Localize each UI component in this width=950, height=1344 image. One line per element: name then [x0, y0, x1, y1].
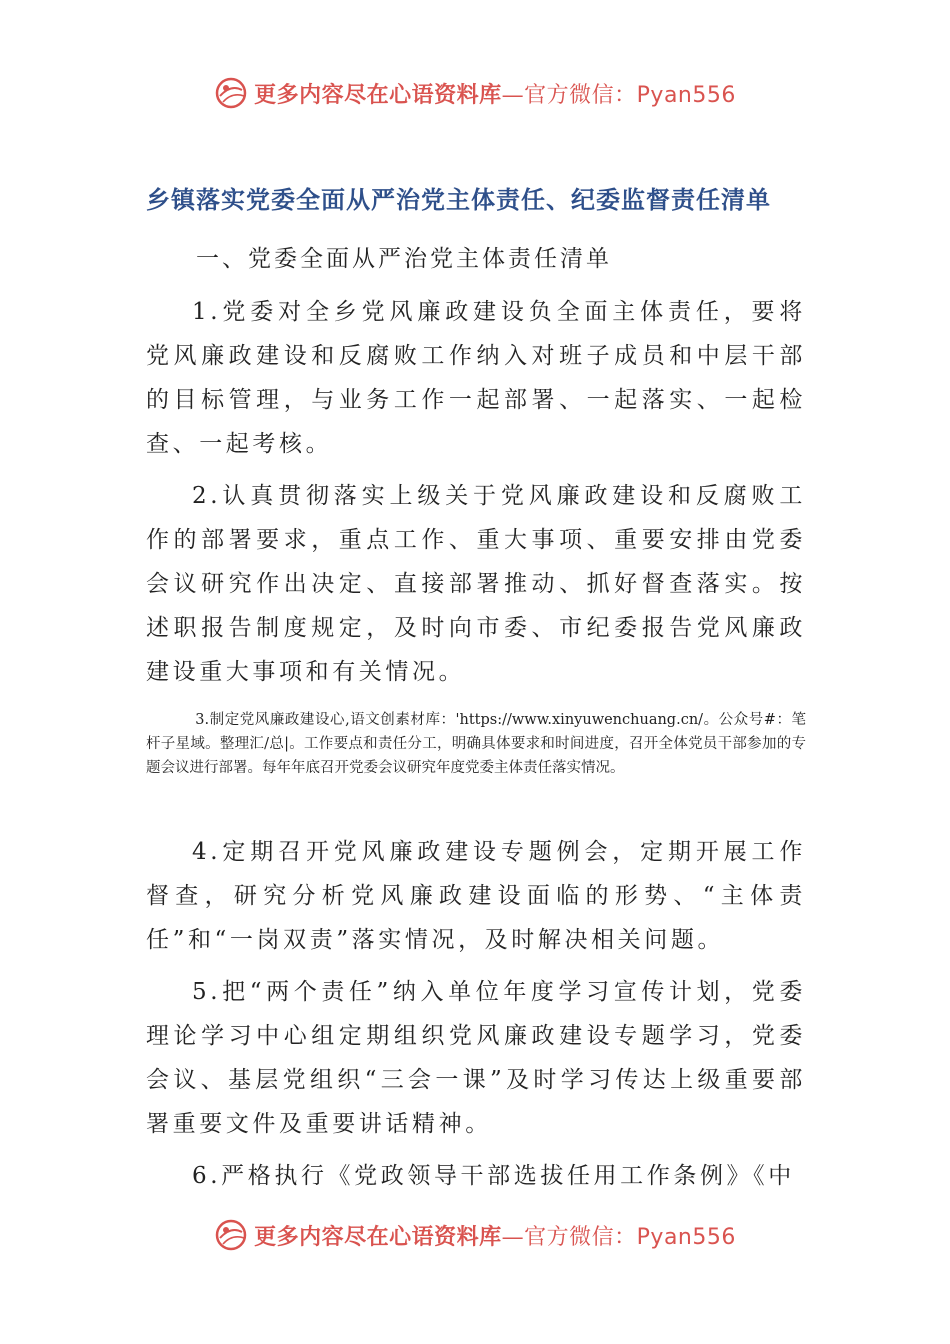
paragraph-4: 4.定期召开党风廉政建设专题例会，定期开展工作督查，研究分析党风廉政建设面临的形势、“主体责任”和“一岗双责”落实情况，及时解决相关问题。 [146, 839, 806, 953]
section-heading: 一、党委全面从严治党主体责任清单 [196, 246, 612, 272]
sphere-logo-icon [214, 76, 248, 110]
paragraph-6: 6.严格执行《党政领导干部选拔任用工作条例》《中 [192, 1163, 795, 1189]
paragraph-2: 2.认真贯彻落实上级关于党风廉政建设和反腐败工作的部署要求，重点工作、重大事项、重要安排由党委会议研究作出决定、直接部署推动、抓好督查落实。按述职报告制度规定，及时向市委、市纪委报告党风廉政建设重大事项和有关情况。 [146, 483, 806, 685]
sphere-logo-icon [214, 1218, 248, 1252]
banner-text: 更多内容尽在心语资料库—官方微信：Pyan556 [254, 81, 736, 108]
document-title: 乡镇落实党委全面从严治党主体责任、纪委监督责任清单 [146, 185, 771, 214]
paragraph-5: 5.把“两个责任”纳入单位年度学习宣传计划，党委理论学习中心组定期组织党风廉政建设专题学习，党委会议、基层党组织“三会一课”及时学习传达上级重要部署重要文件及重要讲话精神。 [146, 979, 806, 1137]
paragraph-1: 1.党委对全乡党风廉政建设负全面主体责任，要将党风廉政建设和反腐败工作纳入对班子成员和中层干部的目标管理，与业务工作一起部署、一起落实、一起检查、一起考核。 [146, 299, 806, 457]
header-banner [0, 68, 950, 118]
footer-banner [0, 1210, 950, 1260]
banner-text: 更多内容尽在心语资料库—官方微信：Pyan556 [254, 1223, 736, 1250]
paragraph-3: 3.制定党风廉政建设心,语文创素材库：'https://www.xinyuwenchuang.cn/。公众号#：笔杆子星域。整理汇/总|。工作要点和责任分工，明确具体要求和时间进度，召开全体党员干部参加的专题会议进行部署。每年年底召开党委会议研究年度党委主体责任落实情况。 [146, 712, 806, 776]
